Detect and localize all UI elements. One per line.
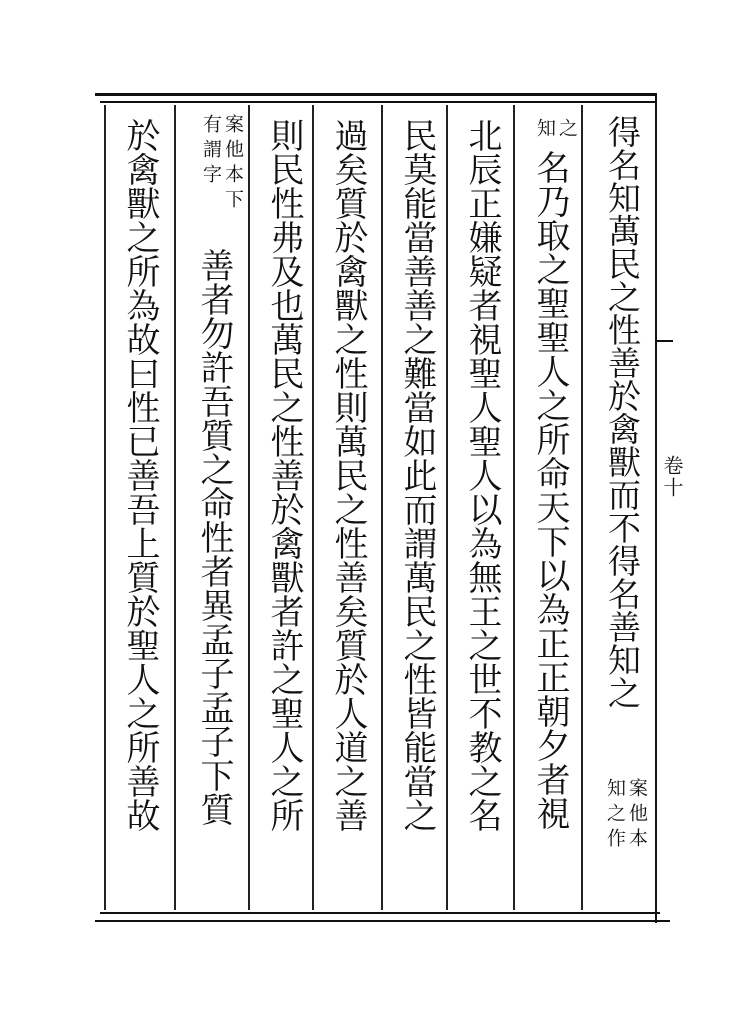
fold-tick <box>655 340 673 342</box>
interlinear-note <box>534 118 578 143</box>
column-divider <box>248 105 250 910</box>
main-text: 北辰正嫌疑者視聖人聖人以為無王之世不教之名 <box>462 118 502 832</box>
text-column-8 <box>108 110 172 910</box>
text-column-7 <box>178 110 246 910</box>
main-text: 民莫能當善善之難當如此而謂萬民之性皆能當之 <box>397 118 437 832</box>
interlinear-note <box>604 778 648 853</box>
column-divider <box>381 105 383 910</box>
note-right: 案他本下 <box>222 114 244 214</box>
note-right: 案他本 <box>626 778 648 853</box>
text-column-5 <box>316 110 378 910</box>
fold-line <box>655 93 657 923</box>
text-column-3 <box>450 110 512 910</box>
top-border-outer <box>95 93 655 96</box>
main-text: 於禽獸之所為故曰性已善吾上質於聖人之所善故 <box>120 118 160 832</box>
note-left: 有謂字 <box>200 114 222 189</box>
main-text: 善者勿許吾質之命性者異孟子孟子下質 <box>194 248 234 826</box>
note-right: 之 <box>556 118 578 143</box>
text-column-2 <box>518 110 580 910</box>
text-column-1 <box>588 110 650 910</box>
main-text: 名乃取之聖聖人之所命天下以為正正朝夕者視 <box>530 150 570 830</box>
main-text: 得名知萬民之性善於禽獸而不得名善知之 <box>603 115 642 709</box>
note-left: 知之作 <box>604 778 626 853</box>
main-text: 則民性弗及也萬民之性善於禽獸者許之聖人之所 <box>264 118 304 832</box>
text-column-6 <box>252 110 314 910</box>
column-divider <box>581 105 583 910</box>
column-divider <box>513 105 515 910</box>
note-left: 知 <box>534 118 556 143</box>
bottom-border-outer <box>95 920 670 922</box>
chapter-label: 卷十 <box>660 455 684 499</box>
text-column-4 <box>385 110 447 910</box>
column-divider <box>104 105 106 910</box>
column-divider <box>174 105 176 910</box>
bottom-border-inner <box>100 912 660 914</box>
interlinear-note <box>200 114 244 214</box>
main-text: 過矣質於禽獸之性則萬民之性善矣質於人道之善 <box>328 118 368 832</box>
top-border-inner <box>100 101 655 103</box>
